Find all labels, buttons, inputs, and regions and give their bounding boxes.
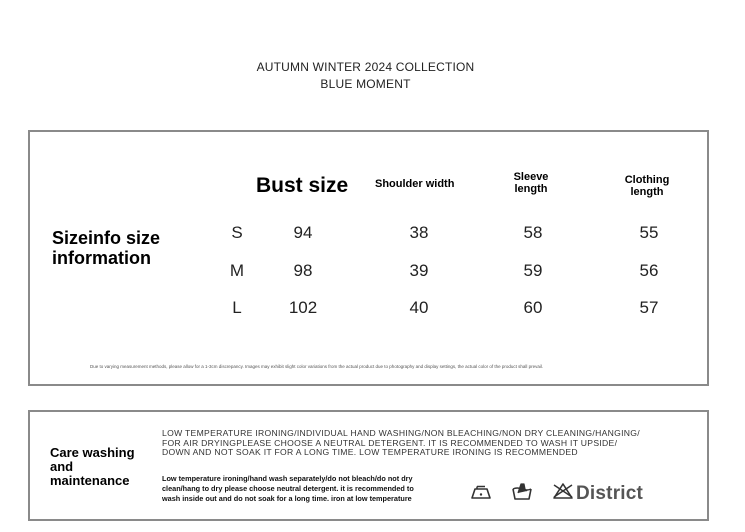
sleeve-value: 59 [523, 261, 543, 280]
iron-low-icon [470, 485, 492, 501]
column-header-clothing-line2: length [630, 186, 664, 198]
do-not-bleach-icon [552, 482, 574, 500]
care-title-line1: Care washing [50, 445, 135, 460]
clothing-value: 57 [639, 298, 659, 317]
clothing-value: 55 [639, 223, 659, 242]
care-caps-line3: DOWN AND NOT SOAK IT FOR A LONG TIME. LOW TEMPERATURE IRONING IS RECOMMENDED [162, 447, 578, 458]
bust-value: 102 [288, 298, 318, 317]
care-instructions-uppercase [162, 429, 640, 458]
care-panel [28, 410, 709, 521]
shoulder-value: 38 [409, 223, 429, 242]
column-header-clothing-line1: Clothing [624, 174, 670, 186]
bust-value: 94 [293, 223, 313, 242]
care-title [50, 446, 135, 488]
brand-logo: District [576, 483, 644, 504]
care-title-line3: maintenance [50, 473, 130, 488]
collection-subtitle: BLUE MOMENT [320, 77, 411, 91]
column-header-sleeve-line1: Sleeve [513, 171, 549, 183]
column-header-bust: Bust size [256, 174, 349, 197]
size-label: M [229, 261, 245, 280]
care-caps-line2: FOR AIR DRYINGPLEASE CHOOSE A NEUTRAL DETERGENT. IT IS RECOMMENDED TO WASH IT UPSIDE/ [162, 437, 618, 448]
care-title-line2: and [50, 459, 74, 474]
size-info-panel [28, 130, 709, 386]
column-header-clothing [612, 174, 682, 198]
size-info-title-line1: Sizeinfo size [52, 228, 161, 248]
bust-value: 98 [293, 261, 313, 280]
column-header-sleeve [496, 171, 566, 195]
collection-title: AUTUMN WINTER 2024 COLLECTION [256, 60, 475, 74]
care-caps-line1: LOW TEMPERATURE IRONING/INDIVIDUAL HAND WASHING/NON BLEACHING/NON DRY CLEANING/HANGING/ [162, 428, 640, 438]
shoulder-value: 39 [409, 261, 429, 280]
column-header-sleeve-line2: length [514, 183, 548, 195]
column-header-shoulder: Shoulder width [375, 178, 455, 190]
size-label: L [232, 298, 242, 317]
care-lower-line2: clean/hang to dry please choose neutral detergent. it is recommended to [162, 483, 414, 493]
sleeve-value: 58 [523, 223, 543, 242]
size-info-title [52, 228, 160, 268]
clothing-value: 56 [639, 261, 659, 280]
size-info-title-line2: information [52, 248, 151, 268]
care-instructions-lowercase [162, 474, 414, 503]
measurement-disclaimer: Due to varying measurement methods, please allow for a 1-3cm discrepancy. Images may exhibit slight color variations from the actual product due to photography and display settings, the actual color of the product shall prevail. [90, 364, 544, 369]
care-lower-line3: wash inside out and do not soak for a long time. iron at low temperature [162, 493, 412, 503]
size-label: S [231, 223, 243, 242]
sleeve-value: 60 [523, 298, 543, 317]
care-lower-line1: Low temperature ironing/hand wash separately/do not bleach/do not dry [162, 474, 413, 483]
shoulder-value: 40 [409, 298, 429, 317]
hand-wash-icon [511, 481, 533, 501]
